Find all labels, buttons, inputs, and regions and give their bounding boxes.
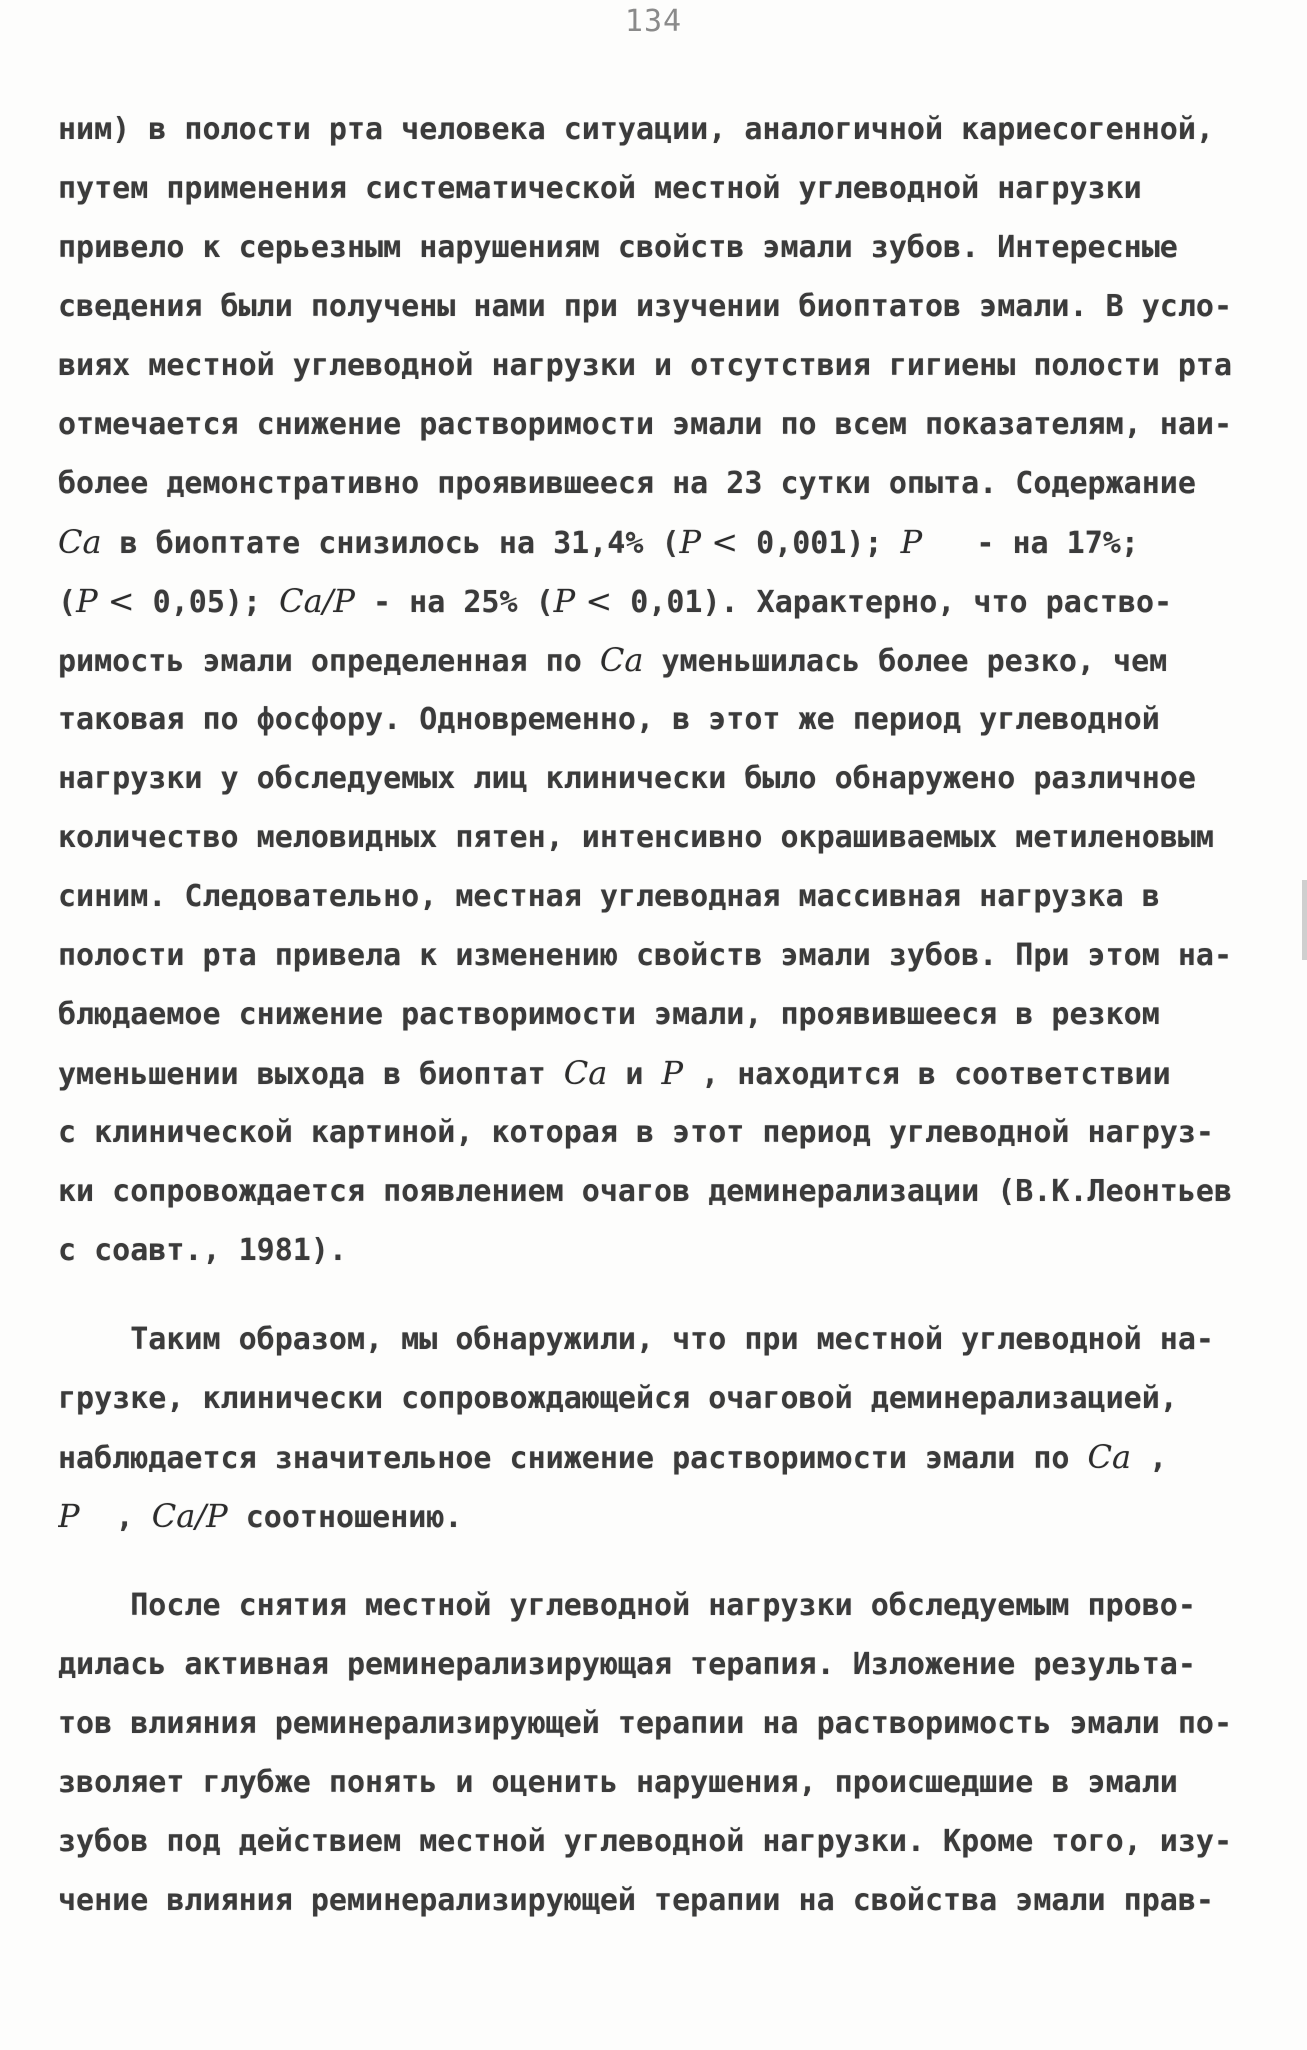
paragraph-gap xyxy=(58,1280,1258,1310)
text-segment: наблюдается значительное снижение растворимости эмали по xyxy=(58,1441,1088,1476)
text-line xyxy=(58,808,1258,867)
text-segment: виях местной углеводной нагрузки и отсутствия гигиены полости рта xyxy=(58,348,1232,383)
handwritten-symbol: Ca/P xyxy=(151,1497,228,1535)
text-line xyxy=(58,926,1258,985)
text-segment: грузке, клинически сопровождающейся очаговой деминерализацией, xyxy=(58,1381,1178,1416)
text-line xyxy=(58,100,1258,159)
text-line xyxy=(58,1635,1258,1694)
handwritten-symbol: P xyxy=(900,523,923,561)
handwritten-symbol: P < xyxy=(679,523,739,561)
text-line xyxy=(58,867,1258,926)
text-line xyxy=(58,690,1258,749)
page-number: 134 xyxy=(624,4,683,39)
body-text xyxy=(58,100,1258,1930)
text-line xyxy=(58,454,1258,513)
handwritten-symbol: P xyxy=(58,1497,80,1535)
text-line xyxy=(58,1310,1258,1369)
text-segment: более демонстративно проявившееся на 23 сутки опыта. Содержание xyxy=(58,466,1196,501)
text-segment: зубов под действием местной углеводной нагрузки. Кроме того, изу- xyxy=(58,1824,1232,1859)
text-segment: зволяет глубже понять и оценить нарушения, происшедшие в эмали xyxy=(58,1765,1178,1800)
scan-edge-mark xyxy=(1302,880,1307,960)
text-segment: синим. Следовательно, местная углеводная массивная нагрузка в xyxy=(58,879,1160,914)
handwritten-symbol: P < xyxy=(553,582,613,620)
text-segment: римость эмали определенная по xyxy=(58,644,600,679)
text-line xyxy=(58,1871,1258,1930)
text-segment: блюдаемое снижение растворимости эмали, проявившееся в резком xyxy=(58,997,1160,1032)
text-segment: 0,001); xyxy=(738,526,901,561)
text-segment: , находится в соответствии xyxy=(683,1057,1171,1092)
text-line xyxy=(58,1487,1258,1546)
text-line xyxy=(58,1369,1258,1428)
text-segment: тов влияния реминерализирующей терапии на растворимость эмали по- xyxy=(58,1706,1232,1741)
text-segment: путем применения систематической местной углеводной нагрузки xyxy=(58,171,1142,206)
text-segment: , xyxy=(1131,1441,1168,1476)
text-line xyxy=(58,1221,1258,1280)
text-segment: ним) в полости рта человека ситуации, аналогичной кариесогенной, xyxy=(58,112,1214,147)
text-line xyxy=(58,572,1258,631)
text-line xyxy=(58,985,1258,1044)
text-line xyxy=(58,1428,1258,1487)
text-segment: ки сопровождается появлением очагов деминерализации (В.К.Леонтьев xyxy=(58,1174,1232,1209)
text-line xyxy=(58,277,1258,336)
text-segment: ( xyxy=(58,585,77,620)
text-segment: с клинической картиной, которая в этот период углеводной нагруз- xyxy=(58,1115,1214,1150)
text-line xyxy=(58,1694,1258,1753)
text-segment: - на 25% ( xyxy=(354,585,554,620)
text-segment: 0,05); xyxy=(134,585,280,620)
text-segment: отмечается снижение растворимости эмали по всем показателям, наи- xyxy=(58,407,1232,442)
text-segment: таковая по фосфору. Одновременно, в этот же период углеводной xyxy=(58,702,1160,737)
text-line xyxy=(58,513,1258,572)
text-line xyxy=(58,1103,1258,1162)
text-line xyxy=(58,395,1258,454)
text-segment: После снятия местной углеводной нагрузки обследуемым прово- xyxy=(58,1588,1196,1623)
text-segment: - на 17%; xyxy=(922,526,1139,561)
handwritten-symbol: P xyxy=(661,1054,684,1092)
text-line xyxy=(58,218,1258,277)
text-segment: нагрузки у обследуемых лиц клинически было обнаружено различное xyxy=(58,761,1196,796)
text-segment: соотношению. xyxy=(227,1500,463,1535)
text-segment: , xyxy=(79,1500,152,1535)
text-segment: чение влияния реминерализирующей терапии на свойства эмали прав- xyxy=(58,1883,1214,1918)
paragraph-gap xyxy=(58,1546,1258,1576)
text-line xyxy=(58,631,1258,690)
text-line xyxy=(58,159,1258,218)
text-line xyxy=(58,1162,1258,1221)
text-segment: количество меловидных пятен, интенсивно окрашиваемых метиленовым xyxy=(58,820,1214,855)
text-line xyxy=(58,749,1258,808)
text-segment: уменьшении выхода в биоптат xyxy=(58,1057,564,1092)
handwritten-symbol: Ca xyxy=(599,641,644,679)
handwritten-symbol: Ca xyxy=(563,1054,608,1092)
text-line xyxy=(58,1753,1258,1812)
text-line xyxy=(58,1044,1258,1103)
text-segment: дилась активная реминерализирующая терапия. Изложение результа- xyxy=(58,1647,1196,1682)
text-segment: полости рта привела к изменению свойств эмали зубов. При этом на- xyxy=(58,938,1232,973)
text-line xyxy=(58,1576,1258,1635)
text-segment: 0,01). Характерно, что раство- xyxy=(612,585,1173,620)
text-segment: с соавт., 1981). xyxy=(58,1233,347,1268)
text-segment: в биоптате снизилось на 31,4% ( xyxy=(101,526,680,561)
text-segment: уменьшилась более резко, чем xyxy=(643,644,1168,679)
text-line xyxy=(58,1812,1258,1871)
text-segment: и xyxy=(607,1057,662,1092)
text-line xyxy=(58,336,1258,395)
text-segment: Таким образом, мы обнаружили, что при местной углеводной на- xyxy=(58,1322,1214,1357)
handwritten-symbol: Ca/P xyxy=(279,582,355,620)
handwritten-symbol: P < xyxy=(76,582,135,620)
text-segment: сведения были получены нами при изучении биоптатов эмали. В усло- xyxy=(58,289,1232,324)
handwritten-symbol: Ca xyxy=(1087,1438,1132,1476)
handwritten-symbol: Ca xyxy=(58,523,102,561)
text-segment: привело к серьезным нарушениям свойств эмали зубов. Интересные xyxy=(58,230,1178,265)
